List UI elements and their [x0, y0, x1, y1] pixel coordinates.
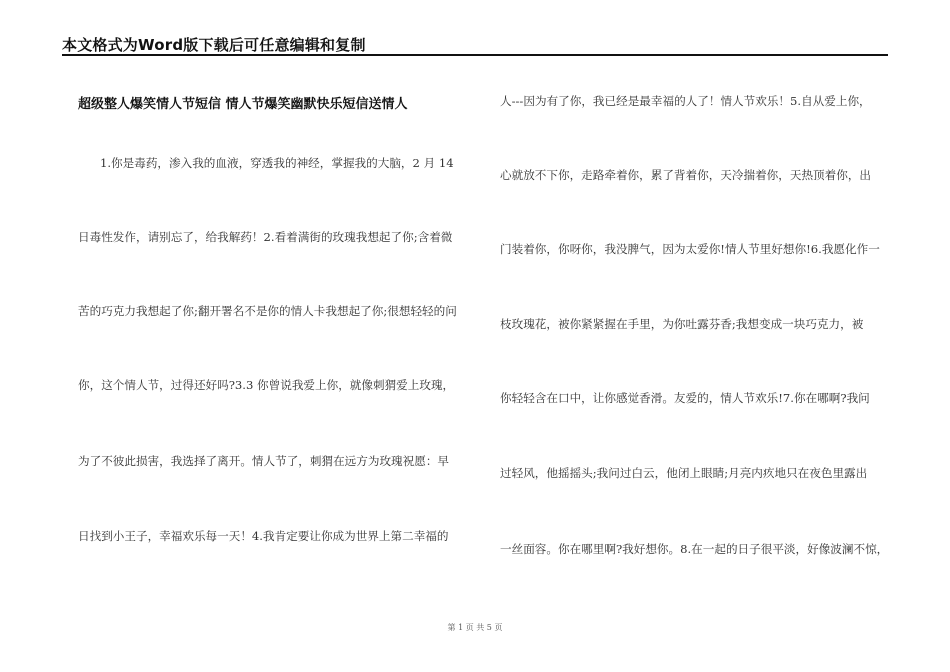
paragraph-line: 人---因为有了你，我已经是最幸福的人了！情人节欢乐！5.自从爱上你，: [500, 94, 871, 108]
paragraph-line: 心就放不下你，走路牵着你，累了背着你，天冷揣着你，天热顶着你，出: [500, 168, 872, 182]
paragraph-line: 你轻轻含在口中，让你感觉香滑。友爱的，情人节欢乐!7.你在哪啊?我问: [500, 391, 870, 405]
document-title: 超级整人爆笑情人节短信 情人节爆笑幽默快乐短信送情人: [78, 97, 408, 112]
paragraph-line: 一丝面容。你在哪里啊?我好想你。8.在一起的日子很平淡，好像波澜不惊，: [500, 542, 889, 556]
page-number-footer: 第 1 页 共 5 页: [447, 623, 503, 632]
header-divider: [62, 54, 888, 56]
document-header-banner: 本文格式为Word版下载后可任意编辑和复制: [62, 36, 366, 54]
paragraph-line: 过轻风，他摇摇头;我问过白云，他闭上眼睛;月亮内疚地只在夜色里露出: [500, 466, 868, 480]
paragraph-line: 为了不彼此损害，我选择了离开。情人节了，刺猬在远方为玫瑰祝愿：早: [78, 454, 450, 468]
paragraph-line: 苦的巧克力我想起了你;翻开署名不是你的情人卡我想起了你;很想轻轻的问: [78, 304, 457, 318]
paragraph-line: 门装着你，你呀你，我没脾气，因为太爱你!情人节里好想你!6.我愿化作一: [500, 242, 880, 256]
paragraph-line: 你，这个情人节，过得还好吗?3.3 你曾说我爱上你，就像刺猬爱上玫瑰，: [78, 378, 455, 392]
paragraph-line: 日找到小王子，幸福欢乐每一天！4.我肯定要让你成为世界上第二幸福的: [78, 529, 449, 543]
paragraph-line: 1.你是毒药，渗入我的血液，穿透我的神经，掌握我的大脑，2 月 14: [100, 156, 454, 170]
paragraph-line: 日毒性发作，请别忘了，给我解药！2.看着满街的玫瑰我想起了你;含着微: [78, 230, 453, 244]
paragraph-line: 枝玫瑰花，被你紧紧握在手里，为你吐露芬香;我想变成一块巧克力，被: [500, 317, 864, 331]
